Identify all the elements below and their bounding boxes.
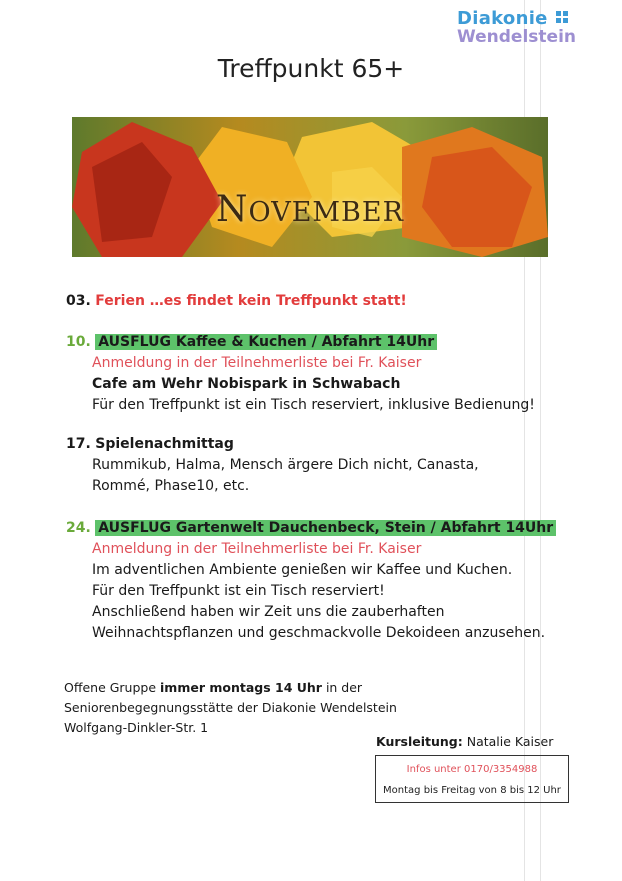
entry-line: Für den Treffpunkt ist ein Tisch reserviert! xyxy=(92,583,385,599)
course-leader-label: Kursleitung: xyxy=(376,734,463,749)
entry-number: 17. xyxy=(66,436,91,452)
footer-location: Seniorenbegegnungsstätte der Diakonie Wendelstein xyxy=(64,700,397,715)
autumn-leaves-image xyxy=(72,117,548,257)
entry-line: Rummikub, Halma, Mensch ärgere Dich nicht, Canasta, xyxy=(92,457,479,473)
entry-line: Anmeldung in der Teilnehmerliste bei Fr. Kaiser xyxy=(92,355,422,371)
footer-address: Wolfgang-Dinkler-Str. 1 xyxy=(64,720,209,735)
cross-icon xyxy=(556,11,568,23)
entry-17 xyxy=(66,434,479,497)
contact-hours: Montag bis Freitag von 8 bis 12 Uhr xyxy=(383,785,561,796)
group-info xyxy=(64,678,397,738)
page-title: Treffpunkt 65+ xyxy=(217,54,405,83)
course-leader-name: Natalie Kaiser xyxy=(462,734,554,749)
entry-line: Anmeldung in der Teilnehmerliste bei Fr. Kaiser xyxy=(92,541,422,557)
footer-time: immer montags 14 Uhr xyxy=(160,680,322,695)
month-rest: OVEMBER xyxy=(248,197,404,228)
month-title xyxy=(72,189,548,230)
entry-line: Cafe am Wehr Nobispark in Schwabach xyxy=(92,376,401,392)
entry-line: Anschließend haben wir Zeit uns die zauberhaften xyxy=(92,604,445,620)
november-banner xyxy=(72,117,548,257)
entry-headline: Spielenachmittag xyxy=(95,436,234,452)
logo-line1: Diakonie xyxy=(456,8,548,29)
footer-text: Offene Gruppe xyxy=(64,680,161,695)
course-leader xyxy=(376,734,553,749)
diakonie-logo xyxy=(457,10,576,46)
entry-number: 24. xyxy=(66,520,91,536)
contact-box xyxy=(375,755,569,803)
entry-line: Rommé, Phase10, etc. xyxy=(92,478,250,494)
entry-line: Weihnachtspflanzen und geschmackvolle Dekoideen anzusehen. xyxy=(92,625,546,641)
month-first-letter: N xyxy=(216,189,249,230)
entry-text: Ferien …es findet kein Treffpunkt statt! xyxy=(95,293,407,309)
entry-headline: AUSFLUG Gartenwelt Dauchenbeck, Stein / Abfahrt 14Uhr xyxy=(95,520,556,536)
contact-phone: Infos unter 0170/3354988 xyxy=(406,764,538,775)
entry-headline: AUSFLUG Kaffee & Kuchen / Abfahrt 14Uhr xyxy=(95,334,437,350)
entry-10 xyxy=(66,332,535,416)
entry-number: 03. xyxy=(66,293,91,309)
entry-03 xyxy=(66,291,407,312)
entry-line: Im adventlichen Ambiente genießen wir Kaffee und Kuchen. xyxy=(92,562,513,578)
entry-number: 10. xyxy=(66,334,91,350)
entry-24 xyxy=(66,518,556,644)
footer-text: in der xyxy=(321,680,363,695)
entry-line: Für den Treffpunkt ist ein Tisch reserviert, inklusive Bedienung! xyxy=(92,397,535,413)
logo-line2: Wendelstein xyxy=(456,27,576,47)
